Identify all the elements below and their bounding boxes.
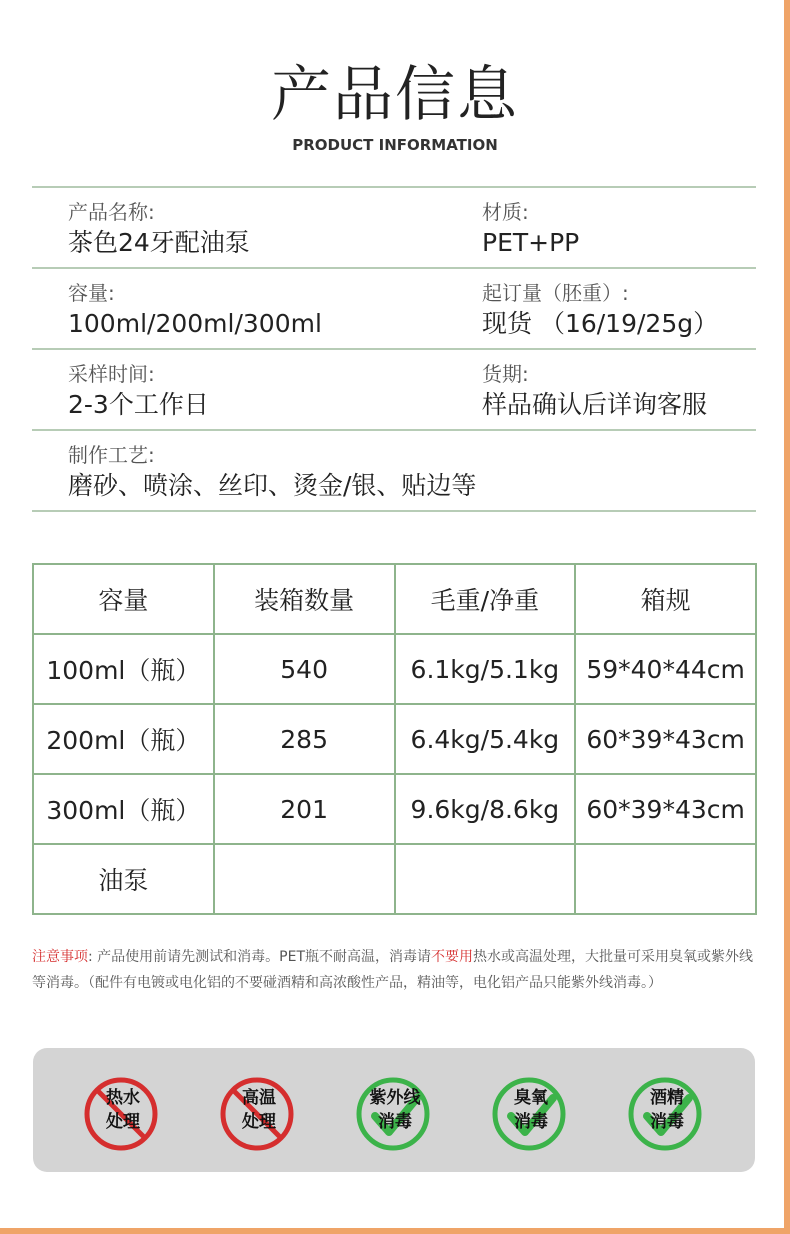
orange-frame-right <box>784 0 790 1234</box>
badge-uv <box>355 1076 435 1156</box>
info-label: 采样时间: <box>68 362 155 386</box>
badge-line: 消毒 <box>378 1112 412 1132</box>
disinfection-panel <box>33 1048 755 1172</box>
page-title: 产品信息 <box>271 60 519 130</box>
table-header-row <box>33 564 756 634</box>
table-cell: 油泵 <box>33 844 214 914</box>
packing-table <box>32 563 757 915</box>
table-row <box>33 844 756 914</box>
info-value: 100ml/200ml/300ml <box>68 309 322 338</box>
table-row <box>33 704 756 774</box>
info-cell-material <box>482 188 579 260</box>
caution-text: 热水或高温处理，大批量可采用臭氧或紫外线等消毒。（配件有电镀或电化铝的不要碰酒精和高浓酸性产品，精油等，电化铝产品只能紫外线消毒。） <box>32 949 754 991</box>
table-row <box>33 634 756 704</box>
info-label: 容量: <box>68 281 115 305</box>
badge-line: 消毒 <box>650 1112 684 1132</box>
badge-label <box>83 1086 163 1134</box>
info-cell-capacity <box>68 269 322 341</box>
badge-label <box>355 1086 435 1134</box>
badge-hot-water <box>83 1076 163 1156</box>
info-cell-craft <box>68 431 476 503</box>
badge-high-temp <box>219 1076 299 1156</box>
badge-line: 紫外线 <box>369 1088 421 1108</box>
info-value: 样品确认后详询客服 <box>482 390 708 419</box>
info-row <box>32 429 756 512</box>
table-cell: 285 <box>214 704 395 774</box>
badge-ozone <box>491 1076 571 1156</box>
table-cell <box>395 844 576 914</box>
badge-line: 消毒 <box>514 1112 548 1132</box>
table-cell: 59*40*44cm <box>575 634 756 704</box>
badge-line: 酒精 <box>650 1088 684 1108</box>
caution-note <box>32 944 757 996</box>
info-list <box>32 186 756 512</box>
table-cell: 100ml（瓶） <box>33 634 214 704</box>
info-cell-sampling <box>68 350 209 422</box>
info-value: 2-3个工作日 <box>68 390 209 419</box>
info-value: 磨砂、喷涂、丝印、烫金/银、贴边等 <box>68 471 477 500</box>
caution-warning: 不要用 <box>431 949 474 965</box>
table-cell: 201 <box>214 774 395 844</box>
table-cell: 9.6kg/8.6kg <box>395 774 576 844</box>
info-label: 制作工艺: <box>68 443 155 467</box>
table-cell: 200ml（瓶） <box>33 704 214 774</box>
caution-text: : 产品使用前请先测试和消毒。PET瓶不耐高温，消毒请 <box>88 949 432 965</box>
table-cell <box>575 844 756 914</box>
table-cell: 300ml（瓶） <box>33 774 214 844</box>
table-header: 装箱数量 <box>214 564 395 634</box>
badge-line: 处理 <box>106 1112 140 1132</box>
info-row <box>32 267 756 348</box>
page-subtitle: PRODUCT INFORMATION <box>292 136 498 154</box>
orange-frame-bottom <box>0 1228 790 1234</box>
info-value: 现货 （16/19/25g） <box>482 309 719 338</box>
badge-line: 高温 <box>242 1088 276 1108</box>
table-header: 箱规 <box>575 564 756 634</box>
info-row <box>32 348 756 429</box>
info-cell-moq <box>482 269 718 341</box>
table-header: 容量 <box>33 564 214 634</box>
badge-label <box>491 1086 571 1134</box>
info-value: PET+PP <box>482 228 580 257</box>
info-label: 材质: <box>482 200 529 224</box>
caution-label: 注意事项 <box>32 949 88 965</box>
table-cell: 6.1kg/5.1kg <box>395 634 576 704</box>
table-cell <box>214 844 395 914</box>
badge-line: 热水 <box>106 1088 140 1108</box>
info-row <box>32 186 756 267</box>
info-label: 起订量（胚重）: <box>482 281 629 305</box>
info-value: 茶色24牙配油泵 <box>68 228 250 257</box>
badge-label <box>219 1086 299 1134</box>
table-cell: 540 <box>214 634 395 704</box>
badge-line: 臭氧 <box>514 1088 548 1108</box>
info-cell-name <box>68 188 250 260</box>
badge-line: 处理 <box>242 1112 276 1132</box>
table-cell: 60*39*43cm <box>575 704 756 774</box>
badge-label <box>627 1086 707 1134</box>
table-cell: 6.4kg/5.4kg <box>395 704 576 774</box>
table-cell: 60*39*43cm <box>575 774 756 844</box>
table-row <box>33 774 756 844</box>
badge-alcohol <box>627 1076 707 1156</box>
info-label: 产品名称: <box>68 200 155 224</box>
info-label: 货期: <box>482 362 529 386</box>
info-cell-delivery <box>482 350 707 422</box>
table-header: 毛重/净重 <box>395 564 576 634</box>
